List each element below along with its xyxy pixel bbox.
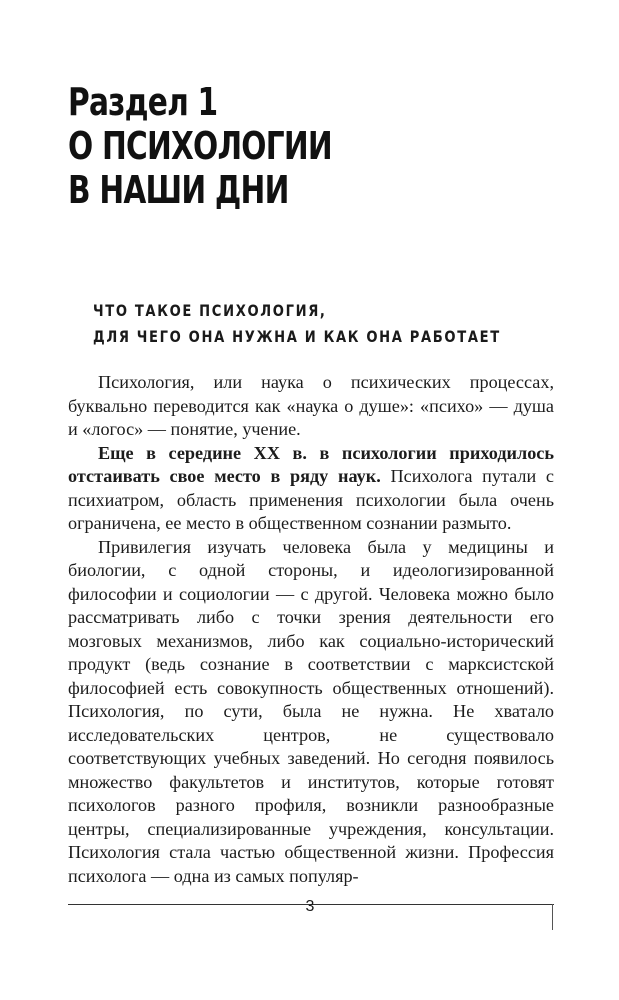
paragraph-2-rest: Психолога путали с психиатром, область применения психологии была очень ограничена, ее место в общественном сознании размыто. <box>68 466 554 533</box>
paragraph-1: Психология, или наука о психических процессах, буквально переводится как «наука о душе»: «психо» — душа и «логос» — понятие, учение. <box>68 372 554 439</box>
chapter-title-line-2: О ПСИХОЛОГИИ <box>68 124 332 168</box>
section-heading <box>93 298 501 350</box>
chapter-title-line-3: В НАШИ ДНИ <box>68 168 289 212</box>
paragraph-2-bold-lead: Еще в середине XX в. в психологии приходилось отстаивать свое место в ряду наук. <box>68 442 554 486</box>
chapter-title <box>68 80 458 212</box>
section-heading-line-2: ДЛЯ ЧЕГО ОНА НУЖНА И КАК ОНА РАБОТАЕТ <box>93 327 501 346</box>
paragraph-2 <box>68 442 554 536</box>
chapter-title-line-1: Раздел 1 <box>68 80 218 124</box>
footer-corner-tick <box>552 904 553 930</box>
body-text <box>68 371 554 888</box>
paragraph-3: Привилегия изучать человека была у медицины и биологии, с одной стороны, и идеологизированной философии и социологии — с другой. Человека можно было рассматривать либо с точки зрения деятельности его мозговых механизмов, либо как социально-исторический продукт (ведь сознание в соответствии с марксистской философией есть совокупность общественных отношений). Психология, по сути, была не нужна. Не хватало исследовательских центров, не существовало соответствующих учебных заведений. Но сегодня появилось множество факультетов и институтов, которые готовят психологов разного профиля, возникли разнообразные центры, специализированные учреждения, консультации. Психология стала частью общественной жизни. Профессия психолога — одна из самых популяр- <box>68 536 554 886</box>
page-number: 3 <box>305 898 315 915</box>
section-heading-line-1: ЧТО ТАКОЕ ПСИХОЛОГИЯ, <box>93 301 327 320</box>
